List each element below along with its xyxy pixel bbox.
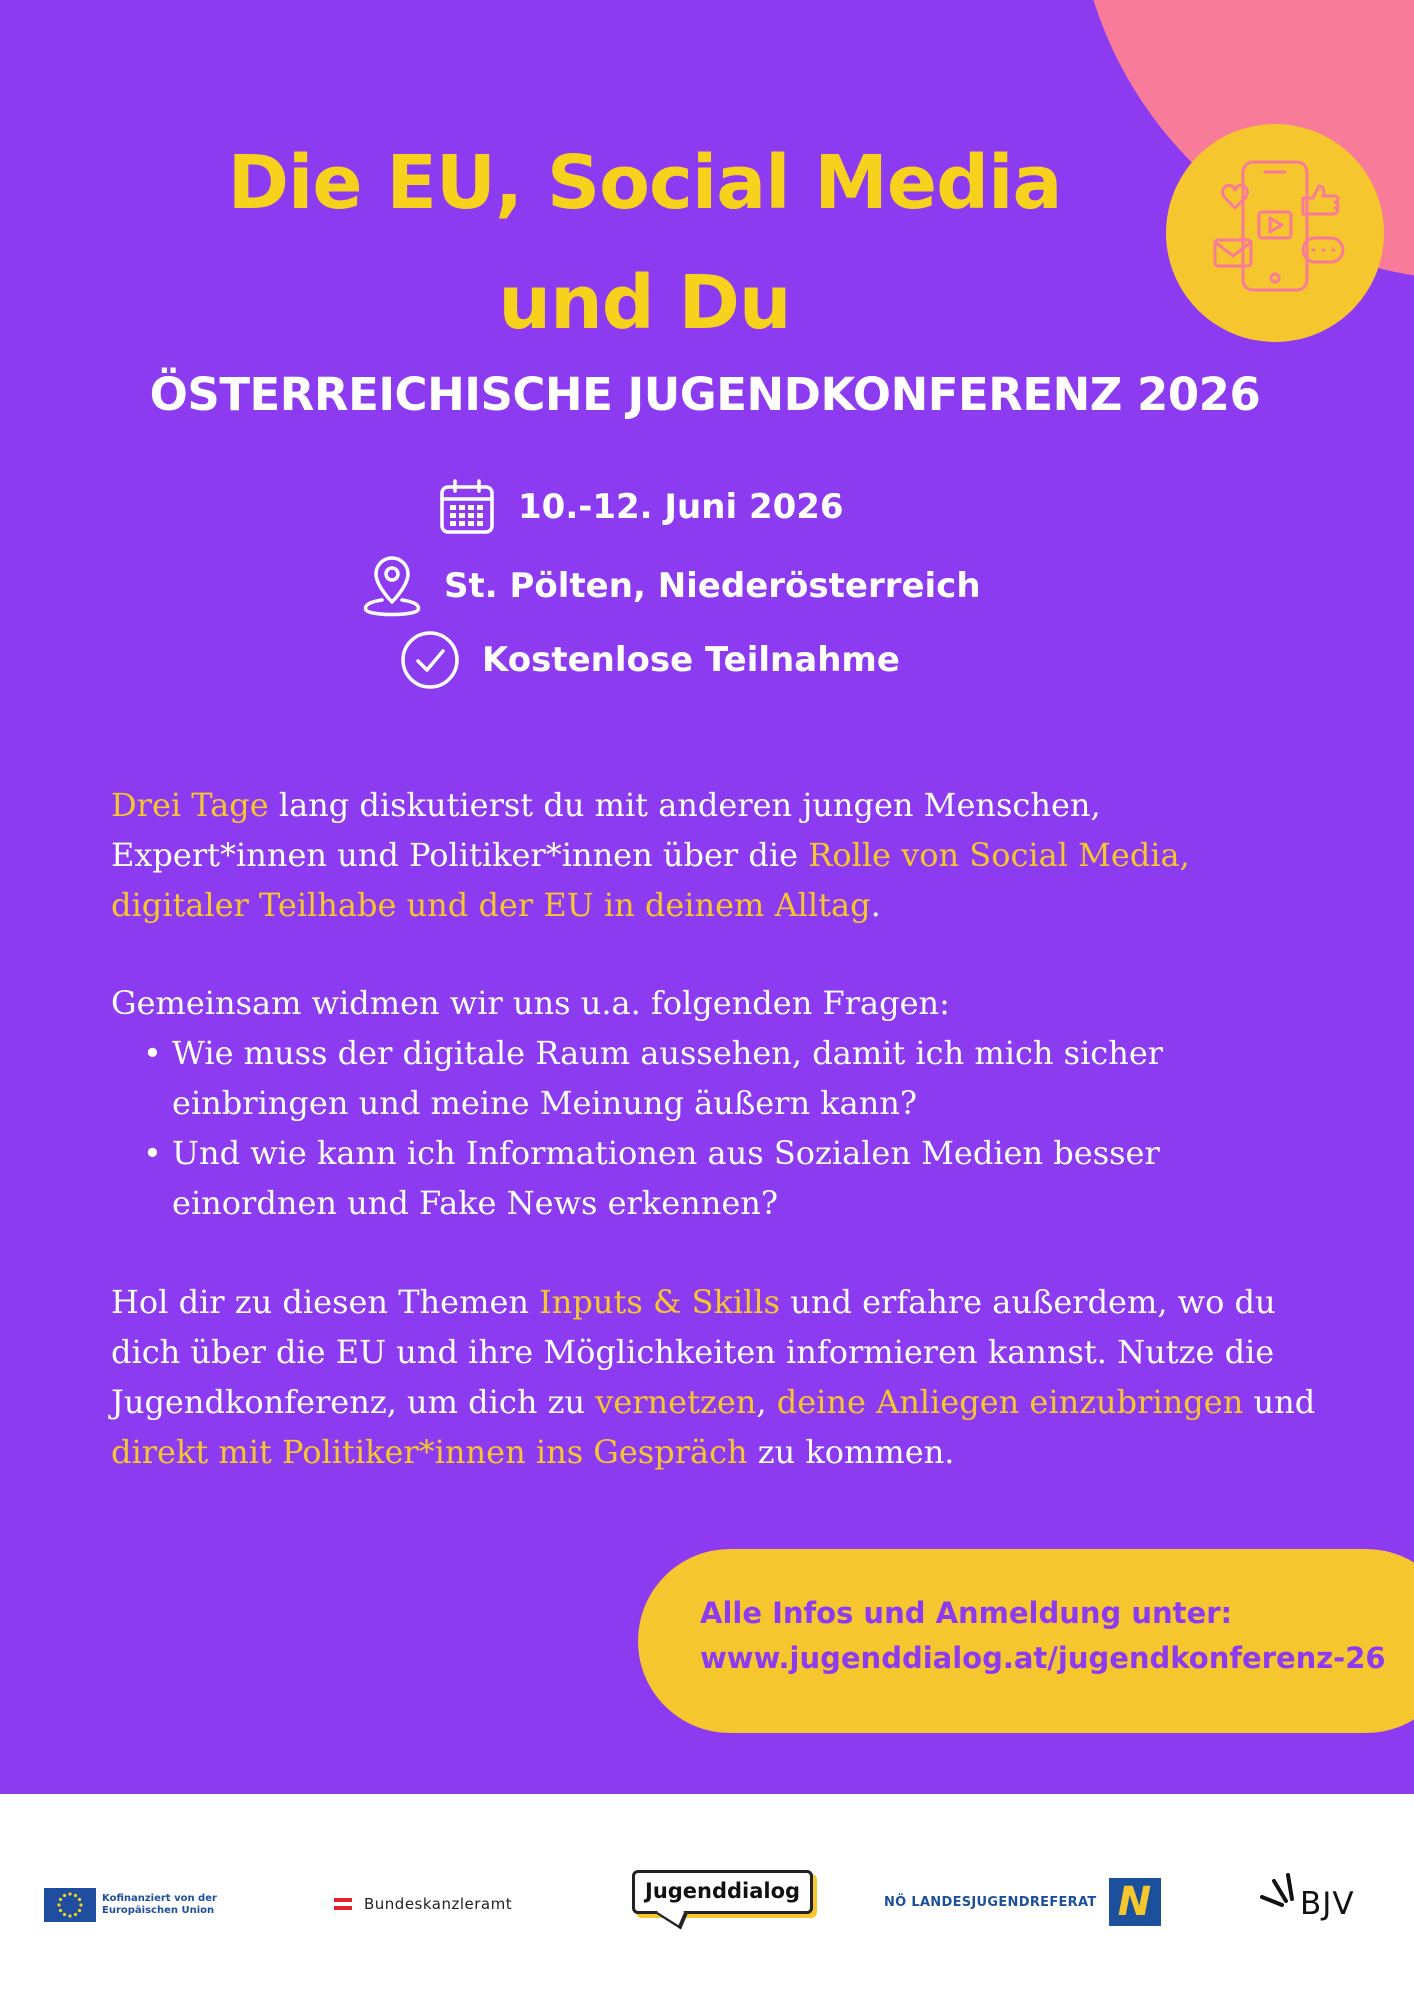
eu-logo: [44, 1888, 217, 1922]
intro-text-1: lang diskutierst du mit anderen jungen Menschen, Expert*innen und Politiker*innen über die: [111, 786, 1101, 874]
closing-paragraph: [111, 1277, 1321, 1477]
closing-text-4: und: [1243, 1383, 1316, 1421]
intro-text-2: .: [870, 886, 881, 924]
highlight-three-days: Drei Tage: [111, 786, 269, 824]
map-pin-icon: [362, 554, 422, 618]
eu-flag-icon: [44, 1888, 96, 1922]
registration-label: Alle Infos und Anmeldung unter:: [700, 1596, 1233, 1630]
list-item: • Wie muss der digitale Raum aussehen, damit ich mich sicher einbringen und meine Meinung äußern kann?: [111, 1028, 1321, 1128]
bjv-logo: [1258, 1860, 1355, 1922]
event-location-text: St. Pölten, Niederösterreich: [444, 566, 981, 606]
noe-badge-icon: N: [1109, 1878, 1161, 1926]
check-circle-icon: [400, 630, 460, 690]
bka-text: Bundeskanzleramt: [364, 1895, 513, 1913]
registration-box: [638, 1549, 1414, 1733]
eu-text: Kofinanziert von der Europäischen Union: [102, 1893, 217, 1916]
questions-list: [111, 1028, 1321, 1228]
event-fee: [400, 630, 900, 690]
questions-paragraph: [111, 978, 1321, 1228]
highlight-role: Rolle von Social Media, digitaler Teilhabe und der EU in deinem Alltag: [111, 836, 1190, 924]
jugenddialog-text: Jugenddialog: [645, 1879, 801, 1903]
calendar-icon: [438, 478, 496, 536]
bjv-rays-icon: [1258, 1869, 1296, 1913]
jugenddialog-speech-bubble-icon: [632, 1870, 813, 1914]
closing-text-5: zu kommen.: [747, 1433, 955, 1471]
jugenddialog-logo: [632, 1870, 813, 1914]
highlight-inputs: Inputs & Skills: [539, 1283, 781, 1321]
bjv-text: BJV: [1300, 1886, 1355, 1922]
questions-intro: Gemeinsam widmen wir uns u.a. folgenden Fragen:: [111, 984, 950, 1022]
closing-text-2: und erfahre außerdem, wo du dich über die EU und ihre Möglichkeiten informieren kannst. Nutze die Jugendkonferenz, um dich zu: [111, 1283, 1276, 1421]
highlight-concerns: deine Anliegen einzubringen: [776, 1383, 1244, 1421]
footer-logos: [0, 1794, 1414, 2000]
title-line-1: Die EU, Social Media: [227, 140, 1062, 226]
bka-logo: [334, 1895, 512, 1913]
event-date-text: 10.-12. Juni 2026: [518, 487, 844, 527]
highlight-politicians: direkt mit Politiker*innen ins Gespräch: [111, 1433, 748, 1471]
highlight-network: vernetzen: [595, 1383, 757, 1421]
noe-logo: [884, 1878, 1161, 1926]
event-date: [438, 478, 844, 536]
closing-text-1: Hol dir zu diesen Themen: [111, 1283, 540, 1321]
austria-flag-icon: [334, 1898, 352, 1910]
list-item: • Und wie kann ich Informationen aus Sozialen Medien besser einordnen und Fake News erkennen?: [111, 1128, 1321, 1228]
intro-paragraph: [111, 780, 1321, 930]
subtitle: ÖSTERREICHISCHE JUGENDKONFERENZ 2026: [149, 368, 1261, 421]
event-location: [362, 554, 981, 618]
registration-link[interactable]: www.jugenddialog.at/jugendkonferenz-26: [700, 1641, 1386, 1675]
noe-text: NÖ LANDESJUGENDREFERAT: [884, 1894, 1097, 1910]
title-line-2: und Du: [498, 260, 791, 346]
event-fee-text: Kostenlose Teilnahme: [482, 640, 900, 680]
closing-text-3: ,: [756, 1383, 777, 1421]
